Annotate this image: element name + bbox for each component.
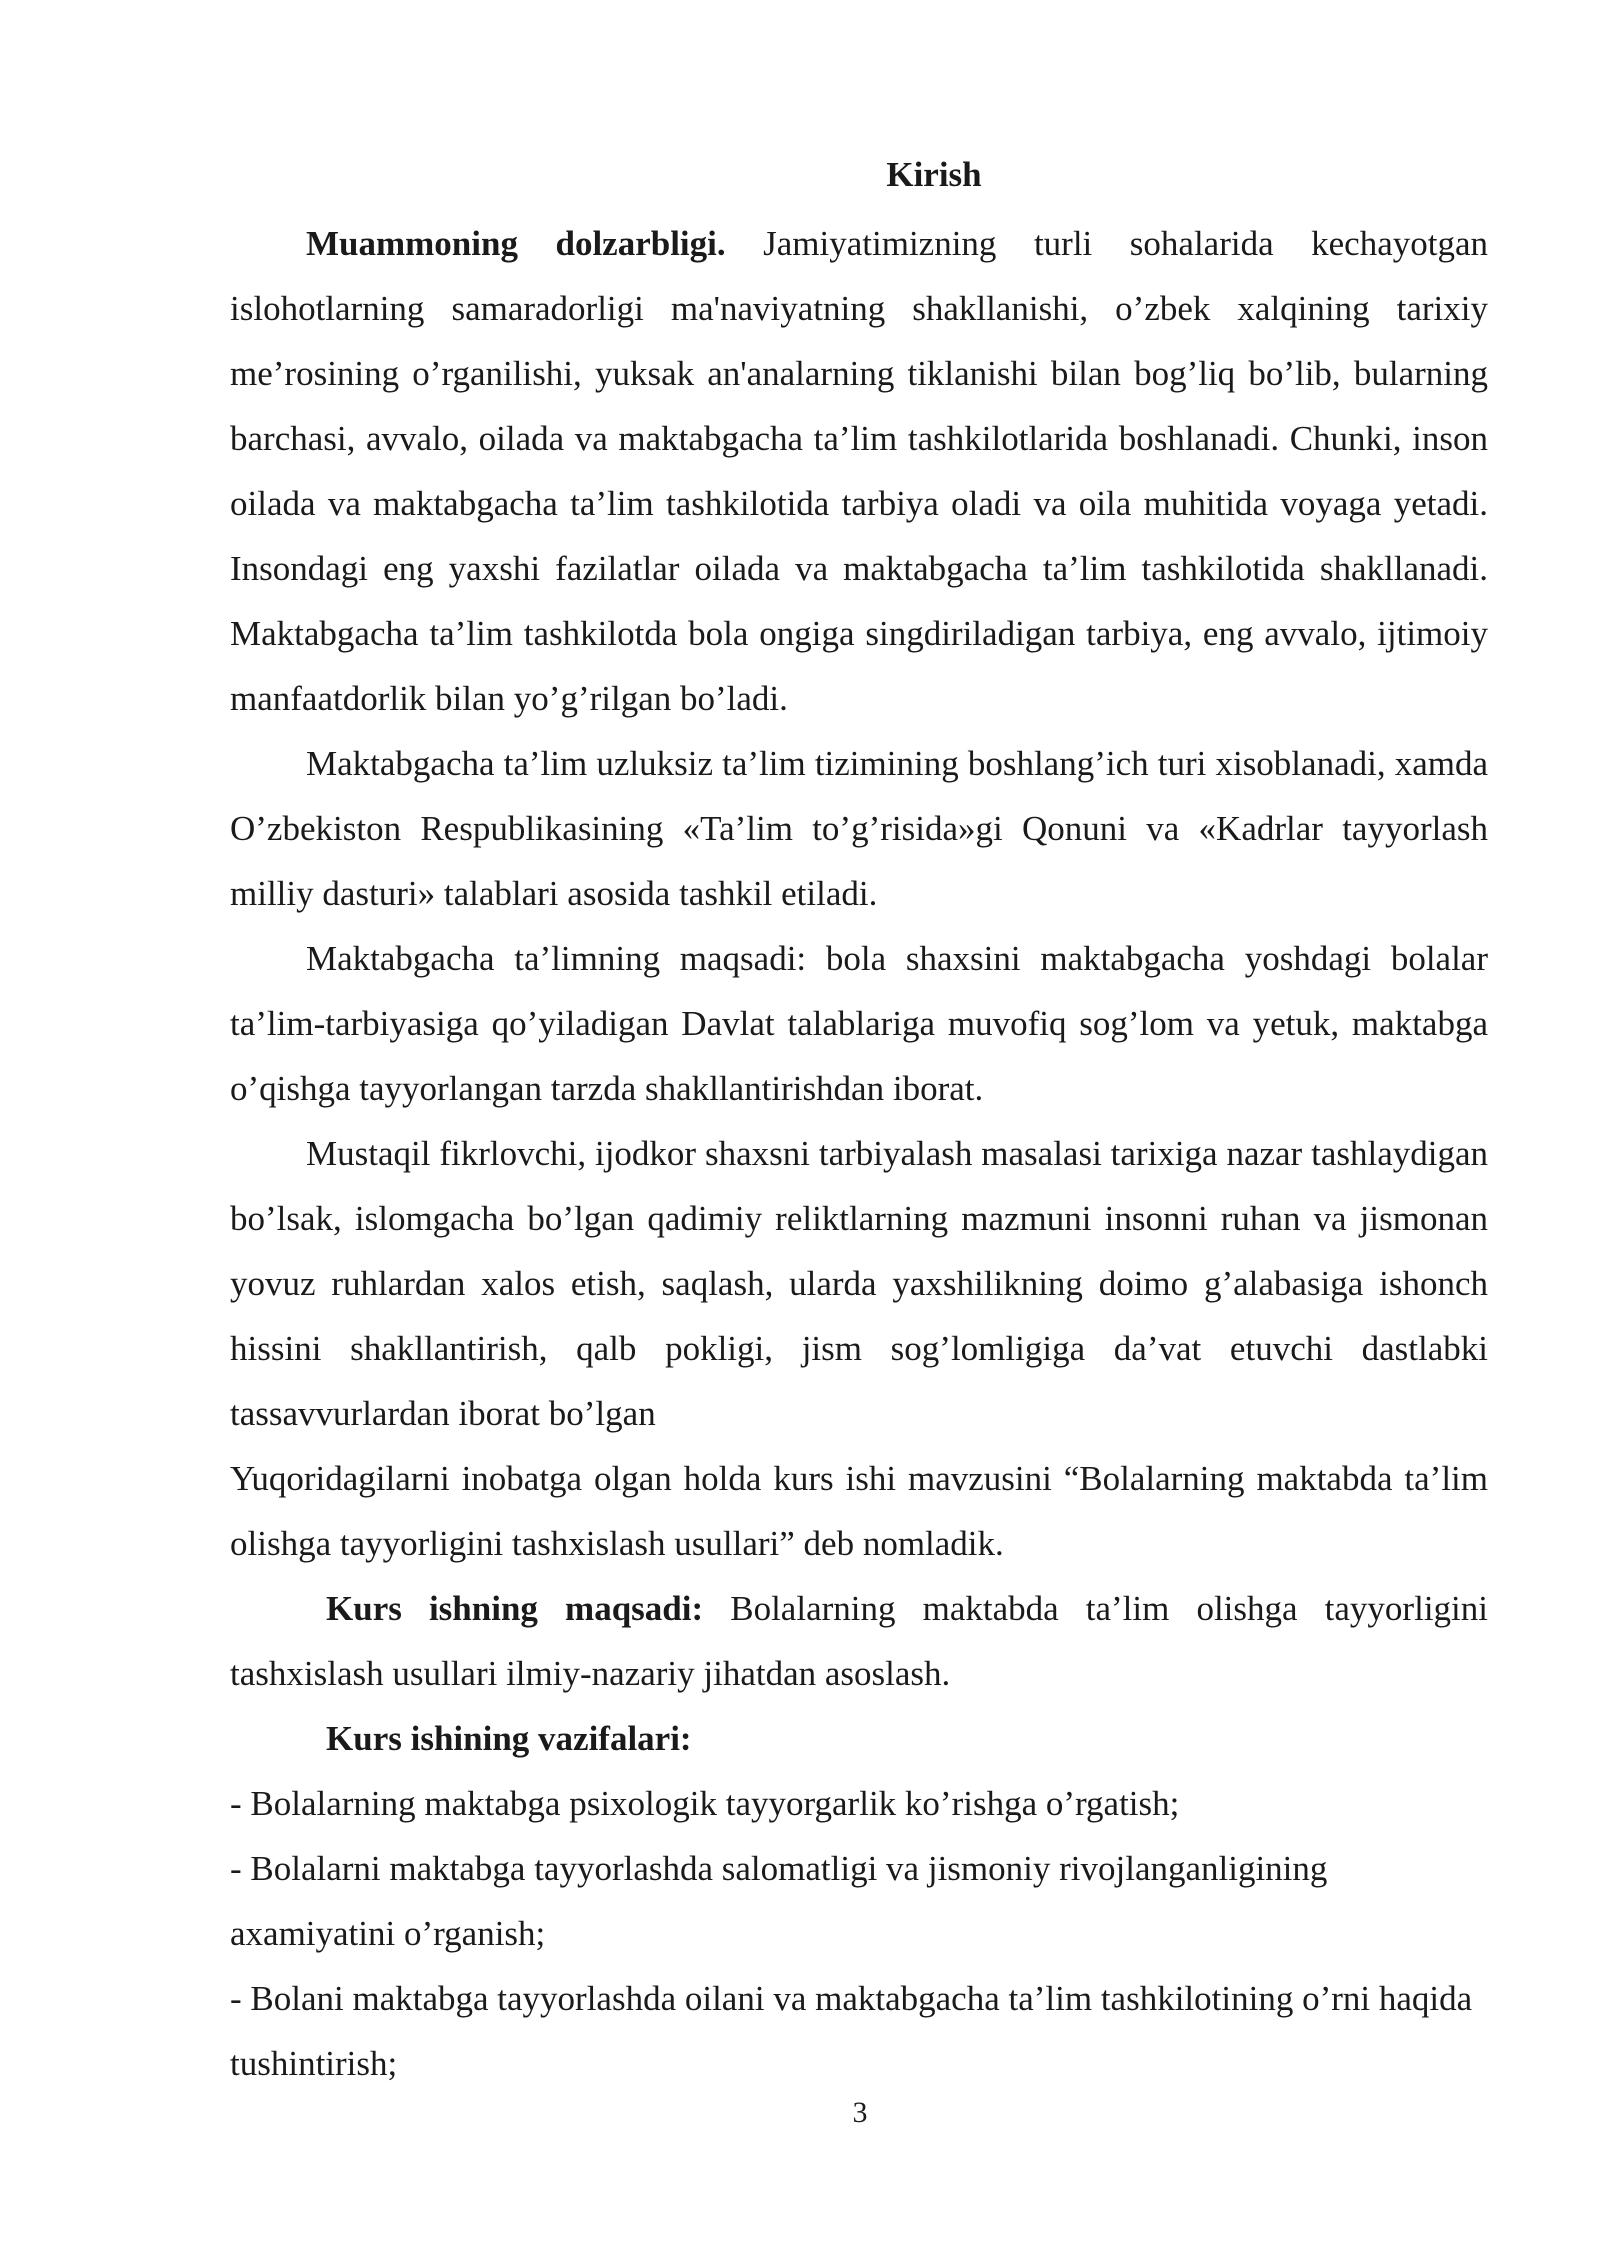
- list-item: - Bolani maktabga tayyorlashda oilani va maktabgacha ta’lim tashkilotining o’rni haqida tushintirish;: [230, 1979, 1473, 2083]
- paragraph: Mustaqil fikrlovchi, ijodkor shaxsni tarbiyalash masalasi tarixiga nazar tashlaydigan bo’lsak, islomgacha bo’lgan qadimiy reliktlarning mazmuni insonni ruhan va jismonan yovuz ruhlardan xalos etish, saqlash, ularda yaxshilikning doimo g’alabasiga ishonch hissini shakllantirish, qalb pokligi, jism sog’lomligiga da’vat etuvchi dastlabki tassavvurlardan iborat bo’lgan: [230, 1134, 1488, 1433]
- page-title: Kirish: [886, 155, 982, 194]
- document-body: [230, 146, 1488, 2096]
- paragraph-text: Bolalarning maktabda ta’lim olishga tayyorligini tashxislash usullari ilmiy-nazariy jihatdan asoslash.: [230, 1589, 1488, 1693]
- paragraph-lead: Kurs ishning maqsadi:: [326, 1589, 704, 1628]
- list-item: - Bolalarni maktabga tayyorlashda salomatligi va jismoniy rivojlanganligining axamiyatini o’rganish;: [230, 1849, 1328, 1953]
- tasks-heading: Kurs ishining vazifalari:: [326, 1719, 692, 1758]
- paragraph: Maktabgacha ta’limning maqsadi: bola shaxsini maktabgacha yoshdagi bolalar ta’lim-tarbiyasiga qo’yiladigan Davlat talablariga muvofiq sog’lom va yetuk, maktabga o’qishga tayyorlangan tarzda shakllantirishdan iborat.: [230, 939, 1488, 1108]
- page-number: 3: [852, 2096, 868, 2129]
- section-heading: [230, 1706, 1488, 1771]
- paragraph: Maktabgacha ta’lim uzluksiz ta’lim tizimining boshlang’ich turi xisoblanadi, xamda O’zbekiston Respublikasining «Ta’lim to’g’risida»gi Qonuni va «Kadrlar tayyorlash milliy dasturi» talablari asosida tashkil etiladi.: [230, 744, 1488, 913]
- paragraph-text: Jamiyatimizning turli sohalarida kechayotgan islohotlarning samaradorligi ma'naviyatning shakllanishi, o’zbek xalqining tarixiy me’rosining o’rganilishi, yuksak an'analarning tiklanishi bilan bog’liq bo’lib, bularning barchasi, avvalo, oilada va maktabgacha ta’lim tashkilotlarida boshlanadi. Chunki, inson oilada va maktabgacha ta’lim tashkilotida tarbiya oladi va oila muhitida voyaga yetadi. Insondagi eng yaxshi fazilatlar oilada va maktabgacha ta’lim tashkilotida shakllanadi. Maktabgacha ta’lim tashkilotda bola ongiga singdiriladigan tarbiya, eng avvalo, ijtimoiy manfaatdorlik bilan yo’g’rilgan bo’ladi.: [230, 224, 1488, 718]
- paragraph: Yuqoridagilarni inobatga olgan holda kurs ishi mavzusini “Bolalarning maktabda ta’lim olishga tayyorligini tashxislash usullari” deb nomladik.: [230, 1459, 1488, 1563]
- paragraph-goal: [230, 1576, 1488, 1706]
- paragraph-relevance: [230, 211, 1488, 731]
- list-item: - Bolalarning maktabga psixologik tayyorgarlik ko’rishga o’rgatish;: [230, 1784, 1180, 1823]
- paragraph-lead: Muammoning dolzarbligi.: [306, 224, 726, 263]
